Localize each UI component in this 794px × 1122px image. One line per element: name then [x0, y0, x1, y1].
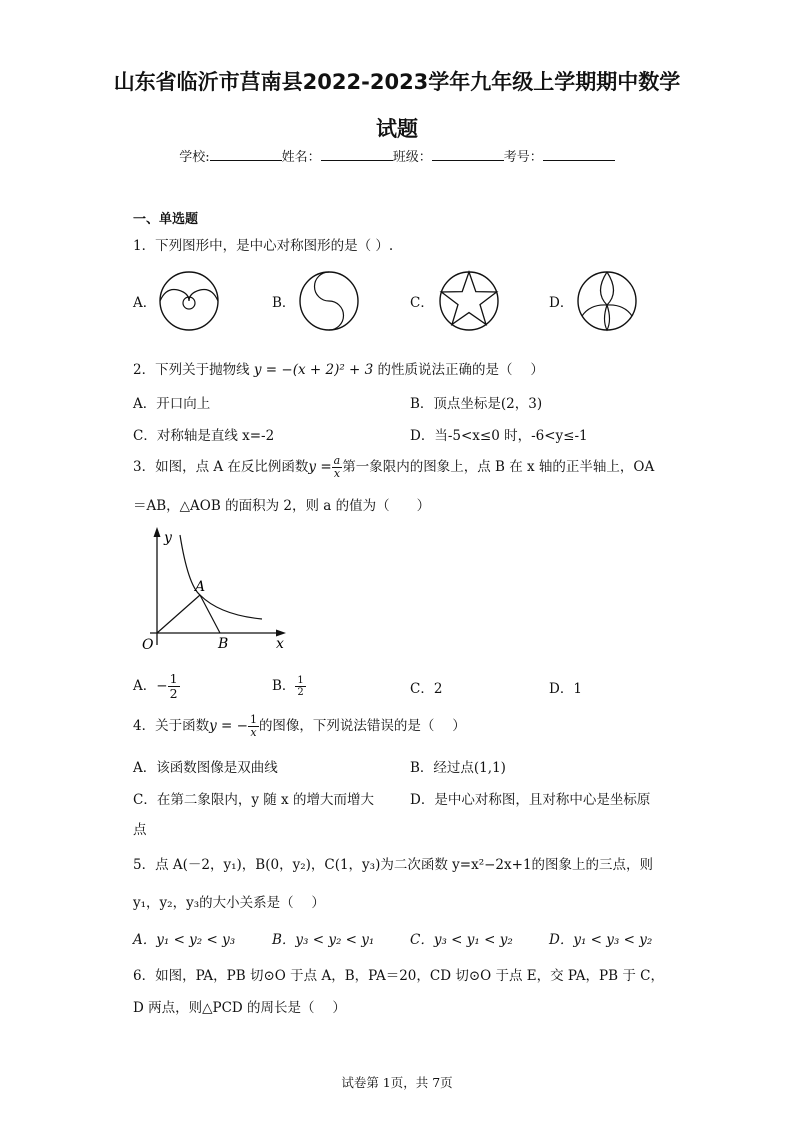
- q3-graph: [140, 525, 290, 655]
- q3-fraction: $\frac{a}{x}$: [333, 454, 341, 480]
- class-blank[interactable]: [432, 148, 504, 161]
- q4-option-c[interactable]: C．在第二象限内，y 随 x 的增大而增大: [133, 792, 374, 808]
- q2-option-d[interactable]: D．当-5<x≤0 时，-6<y≤-1: [410, 428, 588, 444]
- graph-label-y: y: [164, 530, 172, 546]
- q3-stem-line2: ＝AB，△AOB 的面积为 2，则 a 的值为（ ）: [133, 498, 431, 514]
- trefoil-in-circle-icon: [576, 270, 638, 332]
- star-in-circle-icon: [437, 268, 501, 332]
- q4-option-a[interactable]: A．该函数图像是双曲线: [133, 760, 278, 776]
- q5-option-c[interactable]: C．y₃ < y₁ < y₂: [410, 932, 513, 948]
- q2-option-b[interactable]: B．顶点坐标是(2，3): [410, 396, 543, 412]
- school-label: 学校:: [179, 150, 210, 165]
- q4-option-b[interactable]: B．经过点(1,1): [410, 760, 506, 776]
- q2-stem: 2．下列关于抛物线 y = −(x + 2)² + 3 的性质说法正确的是（ ）: [133, 362, 544, 378]
- q6-stem: 6．如图，PA，PB 切⊙O 于点 A，B，PA＝20，CD 切⊙O 于点 E，交 PA，PB 于 C，: [133, 968, 664, 984]
- q1-option-b-label: B．: [272, 295, 296, 311]
- q2-option-c[interactable]: C．对称轴是直线 x=-2: [133, 428, 275, 444]
- name-blank[interactable]: [321, 148, 393, 161]
- q4-stem: 4．关于函数y = − $\frac{1}{x}$ 的图像，下列说法错误的是（ ）: [133, 713, 466, 739]
- q1-option-d-label: D．: [549, 295, 574, 311]
- q5-stem-line2: y₁，y₂，y₃的大小关系是（ ）: [133, 895, 325, 911]
- q4-option-d-continued: 点: [133, 822, 147, 838]
- q2-option-a[interactable]: A．开口向上: [133, 396, 211, 412]
- name-label: 姓名：: [281, 150, 321, 165]
- circle-with-two-bumps-icon: [158, 270, 220, 332]
- title-line-2: 试题: [376, 117, 418, 141]
- q3-option-c[interactable]: C．2: [410, 681, 443, 697]
- q5-option-a[interactable]: A．y₁ < y₂ < y₃: [133, 932, 236, 948]
- graph-label-a: A: [195, 579, 206, 595]
- graph-label-o: O: [142, 637, 154, 653]
- student-info-line: [0, 146, 794, 165]
- q3-stem: 3．如图，点 A 在反比例函数y = $\frac{a}{x}$ 第一象限内的图象上，点 B 在 x 轴的正半轴上，OA: [133, 454, 655, 480]
- title-line-1: 山东省临沂市莒南县2022-2023学年九年级上学期期中数学: [113, 70, 681, 94]
- q5-option-b[interactable]: B．y₃ < y₂ < y₁: [272, 932, 375, 948]
- number-label: 考号：: [503, 150, 543, 165]
- page-footer: 试卷第 1页，共 7页: [341, 1075, 453, 1090]
- q1-stem: 1．下列图形中，是中心对称图形的是（ ）.: [133, 238, 394, 254]
- q3-option-d[interactable]: D．1: [549, 681, 582, 697]
- q5-stem: 5．点 A(－2，y₁)，B(0，y₂)，C(1，y₃)为二次函数 y=x²−2x+1的图象上的三点，则: [133, 857, 654, 873]
- graph-label-x: x: [276, 636, 284, 652]
- yin-yang-icon: [298, 270, 360, 332]
- q4-option-d[interactable]: D．是中心对称图，且对称中心是坐标原: [410, 792, 651, 808]
- q5-option-d[interactable]: D．y₁ < y₃ < y₂: [549, 932, 653, 948]
- q2-formula: y = −(x + 2)² + 3: [253, 362, 374, 378]
- q3-option-a[interactable]: A．− $\frac{1}{2}$: [133, 671, 178, 701]
- number-blank[interactable]: [543, 148, 615, 161]
- q1-option-c-label: C．: [410, 295, 434, 311]
- graph-label-b: B: [218, 636, 229, 652]
- q6-stem-line2: D 两点，则△PCD 的周长是（ ）: [133, 1000, 346, 1016]
- class-label: 班级：: [392, 150, 432, 165]
- q4-fraction: $\frac{1}{x}$: [249, 713, 257, 739]
- q1-option-a-label: A．: [133, 295, 157, 311]
- school-blank[interactable]: [210, 148, 282, 161]
- q3-option-b[interactable]: B． $\frac{1}{2}$: [272, 675, 304, 698]
- section-header: 一、单选题: [133, 212, 199, 227]
